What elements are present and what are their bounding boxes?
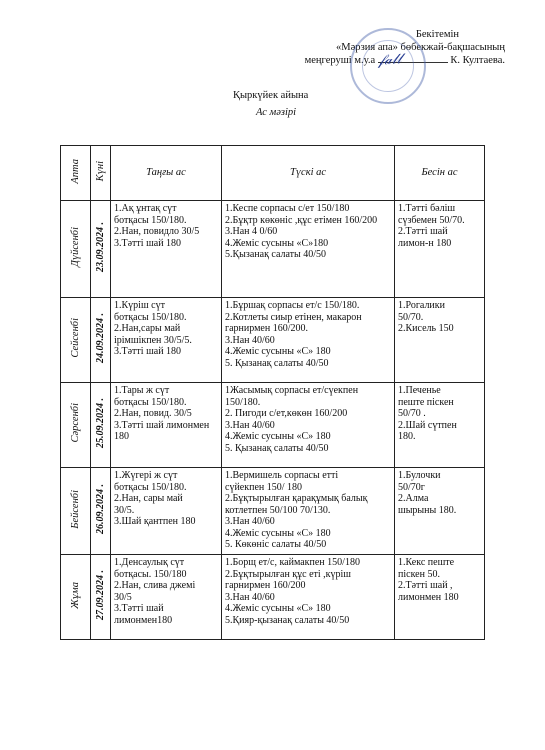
lunch-line: 2.Котлеты сиыр етінен, макарон	[225, 311, 362, 323]
snack-cell	[395, 555, 485, 640]
signature: 𝒻𝒶𝓁𝓁	[377, 51, 402, 69]
lunch-line: 4.Жеміс сусыны «С» 180	[225, 346, 331, 357]
breakfast-line: 1.Денсаулық сүт	[114, 557, 185, 568]
snack-cell	[395, 201, 485, 298]
breakfast-line: ботқасы 150/180.	[114, 481, 187, 493]
breakfast-line: 3.Тәтті шай лимонмен	[114, 419, 210, 431]
snack-line: 2.Алма	[398, 493, 429, 504]
lunch-line: 3.Нан 40/60	[225, 591, 275, 603]
lunch-line: 150/180.	[225, 396, 261, 408]
lunch-line: 1Жасымық сорпасы ет/сүекпен	[225, 385, 359, 396]
approval-line-1: Бекітемін	[415, 29, 459, 40]
weekday-cell: Жұма	[61, 555, 91, 640]
lunch-line: 4.Жеміс сусыны «С» 180	[225, 527, 331, 539]
page-title: Ас мәзірі	[256, 107, 297, 118]
snack-line: 1.Кекс пеште	[398, 557, 455, 568]
breakfast-line: ботқасы 150/180.	[114, 311, 187, 323]
breakfast-line: 3.Шай қантпен 180	[114, 516, 196, 527]
breakfast-line: 30/5	[114, 591, 132, 603]
date-cell: 24.09.2024 .	[91, 298, 111, 383]
lunch-line: 1.Вермишель сорпасы етті	[225, 470, 339, 481]
weekday-cell: Сейсенбі	[61, 298, 91, 383]
lunch-line: 2. Пигоди с/ет,көкөн 160/200	[225, 408, 348, 419]
breakfast-line: 2.Нан, сары май	[114, 493, 183, 504]
breakfast-line: 30/5.	[114, 504, 135, 516]
snack-line: 50/70 .	[398, 408, 426, 419]
breakfast-line: ботқасы. 150/180	[114, 568, 187, 580]
table-header-row	[61, 146, 485, 201]
snack-line: 2.Тәтті шай ,	[398, 580, 453, 591]
approval-position: меңгеруші м.у.а	[304, 55, 376, 66]
breakfast-line: 3.Тәтті шай	[114, 603, 164, 614]
header-week: Апта	[61, 146, 91, 201]
lunch-line: 5.Қызанақ салаты 40/50	[225, 249, 327, 260]
lunch-cell	[222, 555, 395, 640]
breakfast-line: 1.Күріш сүт	[114, 300, 165, 311]
lunch-cell	[222, 201, 395, 298]
snack-line: лимонмен 180	[398, 591, 459, 603]
lunch-line: 5. Көкөніс салаты 40/50	[225, 539, 327, 550]
lunch-cell	[222, 468, 395, 555]
breakfast-line: ірімшікпен 30/5/5.	[114, 334, 192, 346]
breakfast-line: 1.Тары ж сүт	[114, 385, 170, 396]
header-breakfast: Таңғы ас	[111, 146, 222, 201]
weekday-cell: Дүйсенбі	[61, 201, 91, 298]
lunch-line: 4.Жеміс сусыны «С»180	[225, 237, 329, 249]
breakfast-line: 1.Жүгері ж сүт	[114, 470, 178, 481]
breakfast-line: 2.Нан,сары май	[114, 323, 181, 334]
snack-line: 1.Булочки	[398, 470, 441, 481]
lunch-line: 4.Жеміс сусыны «С» 180	[225, 431, 331, 442]
snack-line: лимон-н 180	[398, 237, 452, 249]
breakfast-line: ботқасы 150/180.	[114, 214, 187, 226]
lunch-line: 3.Нан 4 0/60	[225, 226, 278, 237]
snack-line: 50/70г	[398, 481, 425, 493]
lunch-line: 3.Нан 40/60	[225, 419, 275, 431]
snack-line: піскен 50.	[398, 568, 440, 580]
lunch-line: гарнирмен 160/200	[225, 580, 306, 591]
date-cell: 26.09.2024 .	[91, 468, 111, 555]
lunch-line: 4.Жеміс сусыны «С» 180	[225, 603, 331, 614]
table-row	[61, 555, 485, 640]
breakfast-cell	[111, 383, 222, 468]
header-snack: Бесін ас	[395, 146, 485, 201]
lunch-line: 5. Қызанақ салаты 40/50	[225, 357, 329, 369]
snack-line: 1.Рогалики	[398, 300, 445, 311]
breakfast-line: 2.Нан, повидло 30/5	[114, 226, 200, 237]
breakfast-cell	[111, 298, 222, 383]
table-row	[61, 468, 485, 555]
breakfast-cell	[111, 201, 222, 298]
snack-line: шырыны 180.	[398, 504, 457, 516]
approval-line-2: «Мәрзия апа» бөбекжай-бақшасының	[336, 42, 505, 53]
snack-line: 50/70.	[398, 311, 424, 323]
weekday-cell: Бейсенбі	[61, 468, 91, 555]
lunch-line: сүйекпен 150/ 180	[225, 481, 303, 493]
lunch-line: 2.Бұқтырылған қарақұмық балық	[225, 493, 368, 504]
lunch-cell	[222, 298, 395, 383]
lunch-line: гарнирмен 160/200.	[225, 323, 308, 334]
header-lunch: Түскі ас	[222, 146, 395, 201]
lunch-line: 5.Қияр-қызанақ салаты 40/50	[225, 614, 350, 626]
table-row	[61, 383, 485, 468]
snack-line: пеште піскен	[398, 396, 454, 408]
header-day: Күні	[91, 146, 111, 201]
breakfast-line: ботқасы 150/180.	[114, 396, 187, 408]
breakfast-line: 1.Ақ ұнтақ сүт	[114, 203, 177, 214]
snack-cell	[395, 298, 485, 383]
breakfast-line: 3.Тәтті шай 180	[114, 237, 182, 249]
lunch-line: 3.Нан 40/60	[225, 334, 275, 346]
menu-table	[60, 145, 485, 640]
breakfast-line: 180	[114, 431, 129, 442]
lunch-line: 5. Қызанақ салаты 40/50	[225, 442, 329, 454]
snack-line: 180.	[398, 431, 416, 442]
breakfast-line: 3.Тәтті шай 180	[114, 346, 182, 357]
snack-line: сүзбемен 50/70.	[398, 214, 465, 226]
lunch-line: 2.Бұқтр көкөніс ,құс етімен 160/200	[225, 214, 378, 226]
table-row	[61, 298, 485, 383]
weekday-cell: Сәрсенбі	[61, 383, 91, 468]
table-row	[61, 201, 485, 298]
breakfast-line: 2.Нан, повид. 30/5	[114, 408, 192, 419]
date-cell: 27.09.2024 .	[91, 555, 111, 640]
lunch-line: 1.Кеспе сорпасы с/ет 150/180	[225, 203, 350, 214]
lunch-line: 1.Борщ ет/с, каймакпен 150/180	[225, 557, 360, 568]
date-cell: 23.09.2024 .	[91, 201, 111, 298]
lunch-line: 1.Бұршақ сорпасы ет/с 150/180.	[225, 300, 360, 311]
approval-name: К. Култаева.	[450, 55, 505, 66]
breakfast-cell	[111, 555, 222, 640]
breakfast-line: 2.Нан, слива джемі	[114, 580, 196, 591]
snack-cell	[395, 468, 485, 555]
lunch-cell	[222, 383, 395, 468]
snack-cell	[395, 383, 485, 468]
snack-line: 2.Кисель 150	[398, 323, 454, 334]
snack-line: 1.Печенье	[398, 385, 441, 396]
lunch-line: котлетпен 50/100 70/130.	[225, 504, 331, 516]
month-label: Қыркүйек айына	[233, 90, 309, 101]
date-cell: 25.09.2024 .	[91, 383, 111, 468]
breakfast-line: лимонмен180	[114, 614, 173, 626]
snack-line: 2.Тәтті шай	[398, 226, 448, 237]
lunch-line: 3.Нан 40/60	[225, 516, 275, 527]
lunch-line: 2.Бұқтырылған құс еті ,күріш	[225, 568, 352, 580]
snack-line: 1.Тәтті бәліш	[398, 203, 456, 214]
snack-line: 2.Шай сүтпен	[398, 419, 457, 431]
breakfast-cell	[111, 468, 222, 555]
